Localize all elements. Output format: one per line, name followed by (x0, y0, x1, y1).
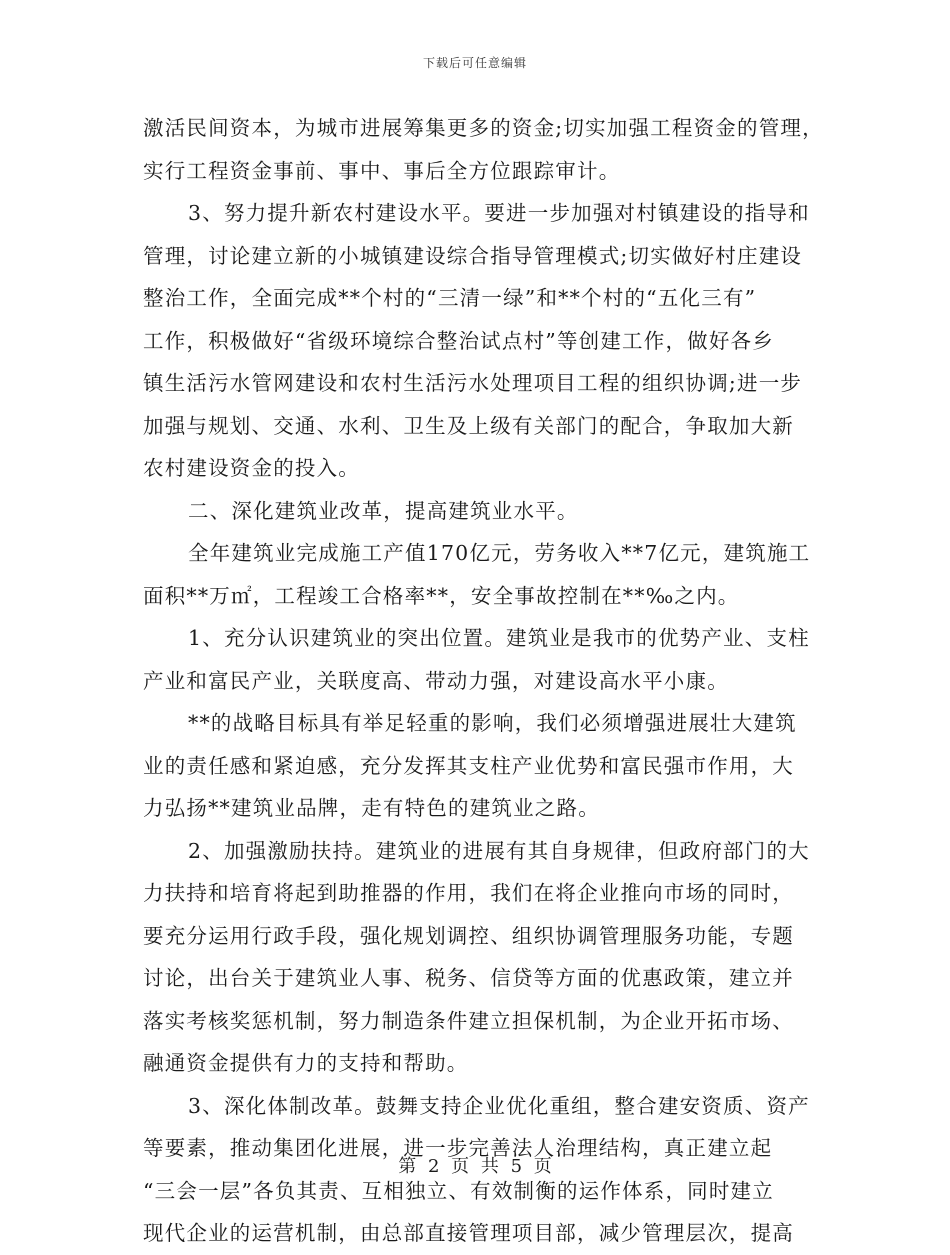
text-line: 激活民间资本，为城市进展筹集更多的资金;切实加强工程资金的管理， (143, 116, 824, 140)
text-line: 力扶持和培育将起到助推器的作用，我们在将企业推向市场的同时， (143, 881, 794, 905)
text-line: 镇生活污水管网建设和农村生活污水处理项目工程的组织协调;进一步 (143, 371, 803, 395)
page-footer (0, 1152, 950, 1178)
footer-page-label: 页 (451, 1156, 470, 1177)
text-line: 实行工程资金事前、事中、事后全方位跟踪审计。 (143, 158, 621, 183)
text-line: “三会一层”各负其责、互相独立、有效制衡的运作体系，同时建立 (143, 1178, 774, 1203)
text-line: 面积**万㎡，工程竣工合格率**，安全事故控制在**‰之内。 (143, 583, 740, 608)
text-line: 2、加强激励扶持。建筑业的进展有其自身规律，但政府部门的大 (188, 838, 810, 863)
text-line: 二、深化建筑业改革，提高建筑业水平。 (188, 498, 579, 523)
text-line: 讨论，出台关于建筑业人事、税务、信贷等方面的优惠政策，建立并 (143, 966, 794, 990)
page-header: 下载后可任意编辑 (422, 56, 527, 70)
text-line: 要充分运用行政手段，强化规划调控、组织协调管理服务功能，专题 (143, 923, 794, 948)
text-line: 等要素，推动集团化进展，进一步完善法人治理结构，真正建立起 (143, 1136, 773, 1160)
text-line: 管理，讨论建立新的小城镇建设综合指导管理模式;切实做好村庄建设 (143, 243, 803, 268)
text-line: 3、努力提升新农村建设水平。要进一步加强对村镇建设的指导和 (188, 201, 810, 225)
text-line: 1、充分认识建筑业的突出位置。建筑业是我市的优势产业、支柱 (188, 626, 810, 650)
text-line: 融通资金提供有力的支持和帮助。 (143, 1051, 469, 1075)
text-line: 力弘扬**建筑业品牌，走有特色的建筑业之路。 (143, 796, 600, 820)
footer-page-number: 2 (427, 1156, 440, 1177)
footer-total-label: 共 (480, 1156, 499, 1177)
text-line: 农村建设资金的投入。 (143, 456, 360, 480)
text-line: 产业和富民产业，关联度高、带动力强，对建设高水平小康。 (143, 668, 729, 693)
footer-total-pages: 5 (510, 1156, 523, 1177)
document-body (143, 107, 824, 1255)
text-line: 加强与规划、交通、水利、卫生及上级有关部门的配合，争取加大新 (143, 413, 794, 438)
text-line: 现代企业的运营机制，由总部直接管理项目部，减少管理层次，提高 (143, 1221, 794, 1245)
text-line: 3、深化体制改革。鼓舞支持企业优化重组，整合建安资质、资产 (188, 1093, 810, 1118)
text-line: 工作，积极做好“省级环境综合整治试点村”等创建工作，做好各乡 (143, 328, 774, 353)
footer-suffix: 页 (533, 1156, 552, 1177)
text-line: 落实考核奖惩机制，努力制造条件建立担保机制，为企业开拓市场、 (143, 1008, 794, 1033)
text-line: **的战略目标具有举足轻重的影响，我们必须增强进展壮大建筑 (188, 711, 797, 735)
text-line: 全年建筑业完成施工产值170亿元，劳务收入**7亿元，建筑施工 (188, 541, 811, 565)
footer-prefix: 第 (398, 1156, 417, 1177)
text-line: 整治工作，全面完成**个村的“三清一绿”和**个村的“五化三有” (143, 286, 757, 310)
text-line: 业的责任感和紧迫感，充分发挥其支柱产业优势和富民强市作用，大 (143, 753, 794, 778)
